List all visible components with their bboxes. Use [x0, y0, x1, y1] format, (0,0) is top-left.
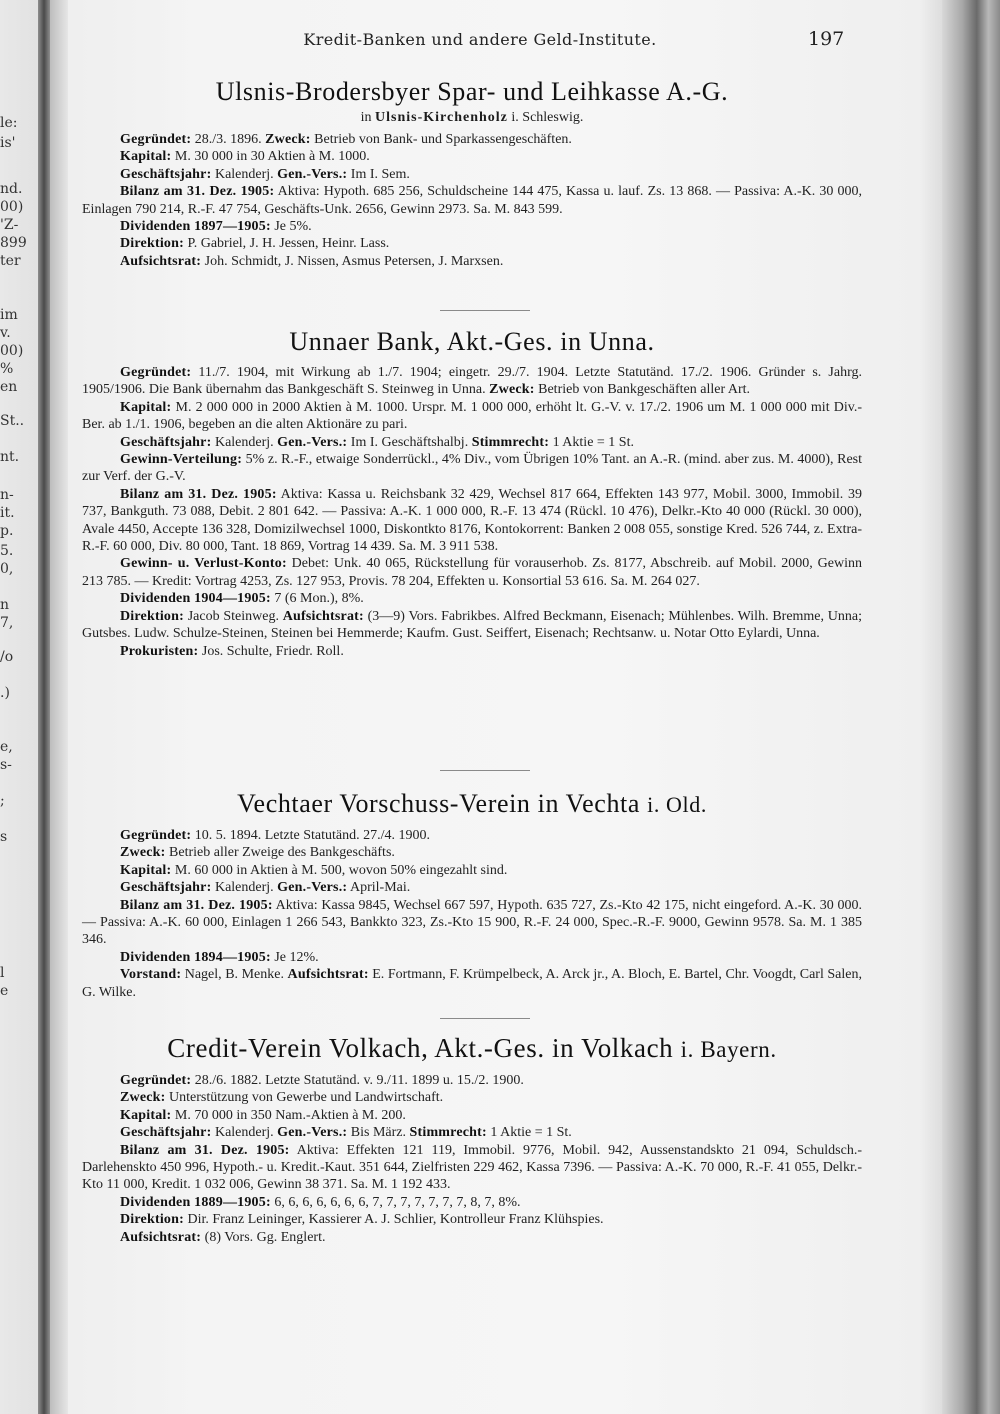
entry-line	[82, 897, 862, 949]
margin-fragment: im	[0, 307, 18, 323]
margin-fragment: nt.	[0, 449, 20, 465]
gutter-shadow	[50, 0, 68, 1414]
field-label: Kapital:	[120, 149, 172, 165]
entry-vechtaer-vorschuss-verein	[82, 788, 862, 1001]
field-text: Dir. Franz Leininger, Kassierer A. J. Schlier, Kontrolleur Franz Klühspies.	[183, 1212, 604, 1228]
entry-line	[82, 399, 862, 434]
section-divider	[440, 1018, 530, 1019]
field-label: Aufsichtsrat:	[287, 967, 369, 983]
margin-fragment: p.	[0, 523, 14, 539]
field-label: Stimmrecht:	[471, 434, 550, 450]
field-label: Gewinn-Verteilung:	[120, 452, 243, 468]
field-text: Debet: Unk. 40 065, Rückstellung für vorauserhob. Zs. 8177, Abschreib. auf Mobil. 2000, Gewinn 213 785. — Kredit: Vortrag 4253, Zs. 127 953, Provis. 78 204, Effekten u. Konsortial 53 616. Sa. M. 264 027.	[82, 556, 862, 589]
field-label: Geschäftsjahr:	[120, 1125, 212, 1141]
margin-fragment: is'	[0, 135, 16, 151]
margin-fragment: 00)	[0, 199, 24, 215]
entry-line	[82, 1194, 862, 1211]
field-label: Geschäftsjahr:	[120, 434, 212, 450]
field-label: Gen.-Vers.:	[277, 166, 348, 182]
margin-fragment: l	[0, 965, 5, 981]
margin-fragment: %	[0, 361, 14, 377]
margin-fragment: n-	[0, 487, 14, 503]
field-text: 10. 5. 1894. Letzte Statutänd. 27./4. 1900.	[191, 828, 430, 843]
field-label: Gen.-Vers.:	[277, 434, 348, 450]
margin-fragment: n	[0, 597, 10, 613]
field-label: Zweck:	[120, 1090, 166, 1106]
field-label: Gegründet:	[120, 132, 192, 147]
section-divider	[440, 310, 530, 311]
field-label: Kapital:	[120, 1107, 172, 1123]
field-label: Dividenden 1897—1905:	[120, 219, 271, 235]
field-text: 11./7. 1904, mit Wirkung ab 1./7. 1904; eingetr. 29./7. 1904. Letzte Statutänd. 17./2. 1906. Gründer s. Jahrg. 1905/1906. Die Bank übernahm das Bankgeschäft S. Steinweg in Unna.	[82, 365, 862, 398]
field-text: 6, 6, 6, 6, 6, 6, 6, 7, 7, 7, 7, 7, 7, 7, 8, 7, 8%.	[270, 1194, 521, 1210]
entry-line	[82, 1089, 862, 1106]
margin-fragment: .)	[0, 685, 10, 701]
margin-fragment: ter	[0, 253, 21, 269]
field-text: Jacob Steinweg.	[183, 608, 283, 624]
field-text: Aktiva: Effekten 121 119, Immobil. 9776, Mobil. 942, Aussenstandskto 21 094, Schuldsch.-Darlehenskto 450 996, Hypoth.- u. Kredit.-Kaut. 351 644, Zielfristen 229 462, Kassa 7396. — Passiva: A.-K. 70 000, R.-F. 41 055, Delkr.-Kto 11 000, Kredit. 1 032 006, Gewinn 38 371. Sa. M. 1 192 433.	[82, 1142, 862, 1193]
title-suffix: i. Old.	[647, 792, 707, 817]
field-label: Prokuristen:	[120, 643, 199, 659]
entry-line	[82, 364, 862, 399]
margin-fragment: s-	[0, 757, 12, 773]
margin-fragment: 'Z-	[0, 217, 19, 233]
entry-line	[82, 434, 862, 451]
entry-line	[82, 166, 862, 183]
field-label: Dividenden 1904—1905:	[120, 591, 271, 607]
field-label: Bilanz am 31. Dez. 1905:	[120, 897, 273, 913]
location-prefix: in	[360, 110, 372, 125]
entry-line	[82, 253, 862, 270]
field-text: Unterstützung von Gewerbe und Landwirtschaft.	[165, 1090, 444, 1106]
field-text: Aktiva: Hypoth. 685 256, Schuldscheine 144 475, Kassa u. lauf. Zs. 13 868. — Passiva: A.-K. 30 000, Einlagen 790 214, R.-F. 47 754, Geschäfts-Unk. 2656, Gewinn 2973. Sa. M. 843 599.	[82, 184, 862, 217]
running-header: Kredit-Banken und andere Geld-Institute.	[303, 30, 657, 49]
field-text: 7 (6 Mon.), 8%.	[270, 591, 364, 607]
field-label: Gegründet:	[120, 828, 192, 843]
field-label: Direktion:	[120, 1212, 184, 1228]
field-text: Betrieb von Bankgeschäften aller Art.	[534, 382, 750, 398]
margin-fragment: e	[0, 983, 9, 999]
field-text: P. Gabriel, J. H. Jessen, Heinr. Lass.	[183, 236, 390, 252]
entry-unnaer-bank	[82, 326, 862, 660]
margin-fragment: 899	[0, 235, 27, 251]
entry-line	[82, 949, 862, 966]
field-label: Direktion:	[120, 236, 184, 252]
field-label: Zweck:	[120, 845, 166, 861]
field-label: Gen.-Vers.:	[277, 880, 348, 896]
field-text: Je 5%.	[270, 219, 312, 235]
field-text: April-Mai.	[347, 880, 411, 896]
margin-fragment: s	[0, 829, 8, 845]
field-label: Geschäftsjahr:	[120, 880, 212, 896]
field-text: Kalenderj.	[211, 434, 278, 450]
entry-line	[82, 827, 862, 844]
field-label: Zweck:	[265, 132, 311, 147]
field-text: Im I. Geschäftshalbj.	[347, 434, 472, 450]
field-text: M. 30 000 in 30 Aktien à M. 1000.	[171, 149, 370, 165]
location-suffix: i. Schleswig.	[511, 110, 584, 125]
field-text: M. 70 000 in 350 Nam.-Aktien à M. 200.	[171, 1107, 406, 1123]
field-label: Gegründet:	[120, 365, 192, 380]
margin-fragment: 7,	[0, 615, 14, 631]
field-label: Direktion:	[120, 608, 184, 624]
field-text: Kalenderj.	[211, 166, 278, 182]
entry-line	[82, 218, 862, 235]
field-label: Gewinn- u. Verlust-Konto:	[120, 556, 287, 572]
margin-fragment: St..	[0, 413, 25, 429]
margin-fragment: 00)	[0, 343, 24, 359]
entry-ulsnis	[82, 76, 862, 270]
margin-fragment: e,	[0, 739, 13, 755]
entry-line	[82, 1211, 862, 1228]
entry-line	[82, 879, 862, 896]
field-label: Dividenden 1894—1905:	[120, 949, 271, 965]
margin-fragment: en	[0, 379, 18, 395]
field-text: 28./6. 1882. Letzte Statutänd. v. 9./11. 1899 u. 15./2. 1900.	[191, 1073, 524, 1088]
title-suffix: i. Bayern.	[680, 1037, 777, 1062]
entry-line	[82, 643, 862, 660]
field-label: Aufsichtsrat:	[120, 253, 202, 269]
entry-title	[82, 788, 862, 821]
field-label: Dividenden 1889—1905:	[120, 1194, 271, 1210]
entry-credit-verein-volkach	[82, 1032, 862, 1246]
field-label: Vorstand:	[120, 967, 182, 983]
entry-line	[82, 451, 862, 486]
field-label: Aufsichtsrat:	[120, 1229, 202, 1245]
field-text: (3—9) Vors. Fabrikbes. Alfred Beckmann, Eisenach; Mühlenbes. Wilh. Bremme, Unna; Gutsbes. Ludw. Schulze-Steinen, Steinen bei Hemmerde; Kaufm. Gust. Seiffert, Eisenach; Rechtsanw. u. Notar Otto Eylardi, Unna.	[82, 608, 862, 642]
entry-line	[82, 183, 862, 218]
entry-line	[82, 862, 862, 879]
entry-line	[82, 486, 862, 556]
field-text: Im I. Sem.	[347, 166, 410, 182]
field-text: Je 12%.	[270, 949, 319, 965]
entry-line	[82, 1229, 862, 1246]
section-divider	[440, 770, 530, 771]
field-text: M. 60 000 in Aktien à M. 500, wovon 50% eingezahlt sind.	[171, 862, 508, 878]
field-text: Betrieb von Bank- und Sparkassengeschäften.	[310, 132, 572, 147]
margin-fragment: ;	[0, 793, 5, 809]
entry-title: Unnaer Bank, Akt.-Ges. in Unna.	[289, 327, 655, 356]
entry-line	[82, 1107, 862, 1124]
field-label: Geschäftsjahr:	[120, 166, 212, 182]
entry-line	[82, 148, 862, 165]
field-text: Kalenderj.	[211, 880, 278, 896]
field-text: Kalenderj.	[211, 1125, 278, 1141]
field-text: M. 2 000 000 in 2000 Aktien à M. 1000. Urspr. M. 1 000 000, erhöht lt. G.-V. v. 17./2. 1906 um M. 1 000 000 mit Div.-Ber. ab 1./1. 1906, begeben an die alten Aktionäre zu pari.	[82, 399, 862, 433]
entry-title: Ulsnis-Brodersbyer Spar- und Leihkasse A.-G.	[215, 77, 729, 106]
field-text: 1 Aktie = 1 St.	[486, 1125, 572, 1141]
field-text: Aktiva: Kassa 9845, Wechsel 667 597, Hypoth. 635 727, Zs.-Kto 42 175, nicht eingeford. A.-K. 30 000. — Passiva: A.-K. 60 000, Einlagen 1 266 543, Bankkto 323, Zs.-Kto 15 900, R.-F. 24 000, Spec.-R.-F. 9000, Gewinn 9578. Sa. M. 1 385 346.	[82, 897, 862, 948]
field-text: Betrieb aller Zweige des Bankgeschäfts.	[165, 845, 395, 861]
field-label: Gegründet:	[120, 1073, 192, 1088]
page-edge-shadow	[942, 0, 1000, 1414]
field-text: 1 Aktie = 1 St.	[549, 434, 634, 450]
margin-fragment: /o	[0, 649, 14, 665]
margin-fragment: nd.	[0, 181, 23, 197]
field-label: Gen.-Vers.:	[277, 1125, 348, 1141]
margin-fragment: 0,	[0, 561, 14, 577]
field-text: E. Fortmann, F. Krümpelbeck, A. Arck jr., A. Bloch, E. Bartel, Chr. Voogdt, Carl Salen, G. Wilke.	[82, 967, 862, 1000]
field-text: 5% z. R.-F., etwaige Sonderrückl., 4% Div., vom Übrigen 10% Tant. an A.-R. (mind. aber zus. M. 4000), Rest zur Verf. der G.-V.	[82, 452, 862, 485]
page-number: 197	[808, 28, 845, 50]
entry-title	[82, 1032, 862, 1066]
field-text: Joh. Schmidt, J. Nissen, Asmus Petersen, J. Marxsen.	[201, 253, 504, 269]
location-place: Ulsnis-Kirchenholz	[375, 110, 508, 125]
margin-fragment: 5.	[0, 543, 14, 559]
entry-line	[82, 966, 862, 1001]
field-label: Bilanz am 31. Dez. 1905:	[120, 486, 277, 502]
entry-line	[82, 844, 862, 861]
field-text: Aktiva: Kassa u. Reichsbank 32 429, Wechsel 817 664, Effekten 143 977, Mobil. 3000, Immobil. 39 737, Bankguth. 73 088, Debit. 2 801 642. — Passiva: A.-K. 1 000 000, R.-F. 13 474 (Rückl. 10 476), Delkr.-Kto 40 000 (Rückl. 30 000), Avale 4450, Accepte 136 328, Domizilwechsel 1000, Diskontkto 8176, Kontokorrent: Banken 2 008 055, sonstige Kred. 526 744, z. Extra-R.-F. 60 000, Div. 80 000, Tant. 18 869, Vortrag 14 439. Sa. M. 3 911 538.	[82, 486, 862, 555]
field-label: Bilanz am 31. Dez. 1905:	[120, 184, 275, 200]
field-text: Bis März.	[347, 1125, 410, 1141]
field-text: Nagel, B. Menke.	[181, 967, 288, 983]
entry-location	[82, 109, 862, 127]
field-label: Kapital:	[120, 862, 172, 878]
field-text: 28./3. 1896.	[191, 132, 266, 147]
title-main: Credit-Verein Volkach, Akt.-Ges. in Volkach	[167, 1033, 674, 1063]
entry-line	[82, 608, 862, 643]
entry-line	[82, 590, 862, 607]
margin-fragment: le:	[0, 115, 18, 131]
entry-line	[82, 131, 862, 148]
field-label: Aufsichtsrat:	[282, 608, 364, 624]
entry-line	[82, 1124, 862, 1141]
title-main: Vechtaer Vorschuss-Verein in Vechta	[237, 789, 641, 818]
field-text: Jos. Schulte, Friedr. Roll.	[198, 643, 344, 659]
entry-line	[82, 1072, 862, 1089]
field-label: Bilanz am 31. Dez. 1905:	[120, 1142, 290, 1158]
field-text: (8) Vors. Gg. Englert.	[201, 1229, 326, 1245]
margin-fragment: v.	[0, 325, 11, 341]
book-gutter	[38, 0, 50, 1414]
field-label: Kapital:	[120, 399, 172, 415]
field-label: Zweck:	[489, 382, 535, 398]
entry-line	[82, 1142, 862, 1194]
margin-fragment: it.	[0, 505, 15, 521]
field-label: Stimmrecht:	[409, 1125, 487, 1141]
entry-line	[82, 235, 862, 252]
entry-line	[82, 555, 862, 590]
